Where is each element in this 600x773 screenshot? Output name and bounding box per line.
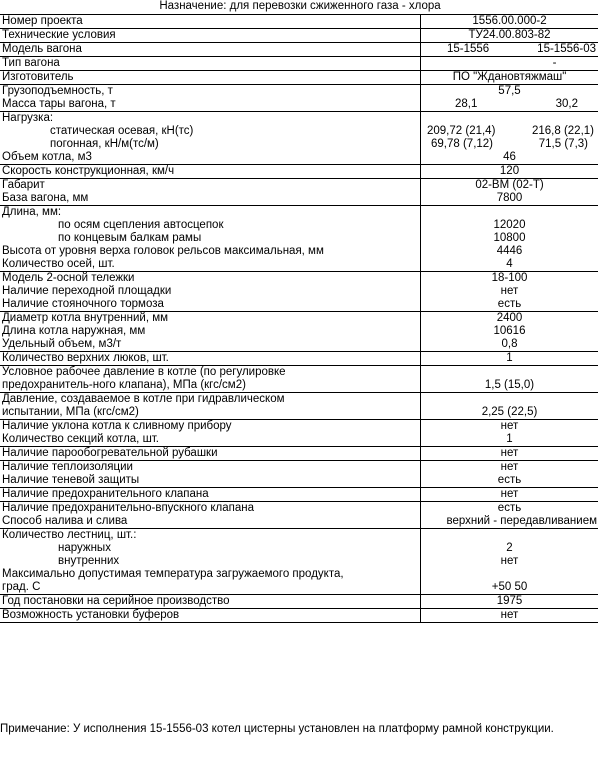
row-label: Грузоподъемность, т: [0, 85, 421, 99]
row-label: Количество секций котла, шт.: [0, 433, 421, 447]
value-model-a: 209,72 (21,4): [427, 125, 496, 137]
row-label: Наличие уклона котла к сливному прибору: [0, 420, 421, 434]
row-label: Наличие стояночного тормоза: [0, 298, 421, 312]
row-label: Изготовитель: [0, 71, 421, 85]
row-label: Длина котла наружная, мм: [0, 325, 421, 338]
row-value: есть: [497, 298, 522, 310]
table-row: [0, 138, 598, 151]
row-label: Давление, создаваемое в котле при гидравлическом испытании, МПа (кгс/см2): [0, 393, 421, 420]
row-label: Номер проекта: [0, 15, 421, 29]
row-label: Диаметр котла внутренний, мм: [0, 312, 421, 326]
row-value: 10800: [493, 232, 526, 244]
table-row: [0, 474, 598, 488]
table-row: [0, 151, 598, 165]
table-row: [0, 57, 598, 71]
value-model-a: 15-1556: [447, 43, 490, 55]
row-value: 46: [503, 151, 516, 163]
row-label: Нагрузка:: [0, 112, 421, 126]
row-value: нет: [500, 285, 519, 297]
table-row: [0, 206, 598, 220]
value-model-a: 69,78 (7,12): [431, 138, 494, 150]
row-value: 1: [506, 433, 513, 445]
row-value: нет: [421, 447, 599, 461]
row-label: Тип вагона: [0, 57, 421, 71]
row-label: Год постановки на серийное производство: [0, 595, 421, 609]
table-row: [0, 85, 598, 99]
table-row: [0, 393, 598, 420]
row-value: 120: [421, 165, 599, 179]
row-label: База вагона, мм: [0, 192, 421, 206]
row-label: статическая осевая, кН(тс): [0, 125, 421, 138]
row-value: 4446: [496, 245, 523, 257]
footnote: Примечание: У исполнения 15-1556-03 котел цистерны установлен на платформу рамной конструкции.: [0, 723, 554, 735]
table-row: [0, 488, 598, 502]
row-label: наружных: [0, 542, 421, 555]
table-row: [0, 502, 598, 516]
row-label: Максимально допустимая температура загружаемого продукта, град. С: [0, 568, 421, 595]
table-row: [0, 338, 598, 352]
table-row: [0, 433, 598, 447]
table-row: [0, 98, 598, 112]
row-label: Условное рабочее давление в котле (по регулировке предохранитель-ного клапана), МПа (кгс/см2): [0, 366, 421, 393]
row-value: верхний - передавливанием: [446, 515, 597, 527]
row-label: Скорость конструкционная, км/ч: [0, 165, 421, 179]
table-row: [0, 609, 598, 623]
table-row: [0, 352, 598, 366]
row-value: 0,8: [501, 338, 518, 350]
row-value: есть: [497, 474, 522, 486]
value-model-b: 71,5 (7,3): [538, 138, 588, 150]
row-label: Наличие теневой защиты: [0, 474, 421, 488]
row-value: 2,25 (22,5): [421, 393, 599, 420]
row-label: Возможность установки буферов: [0, 609, 421, 623]
value-model-a: 28,1: [455, 98, 478, 110]
row-label: Габарит: [0, 179, 421, 193]
row-label: по осям сцепления автосцепок: [0, 219, 421, 232]
table-row: [0, 325, 598, 338]
row-label: Высота от уровня верха головок рельсов максимальная, мм: [0, 245, 421, 258]
table-row: [0, 245, 598, 258]
row-value: нет: [421, 488, 599, 502]
row-value: -: [421, 57, 599, 71]
table-row: [0, 515, 598, 529]
row-value: 1975: [421, 595, 599, 609]
page-title: Назначение: для перевозки сжиженного газа - хлора: [159, 0, 441, 12]
row-label: Наличие парообогревательной рубашки: [0, 447, 421, 461]
row-value: 1556.00.000-2: [421, 15, 599, 29]
row-label: Модель 2-осной тележки: [0, 272, 421, 286]
spec-table: [0, 14, 598, 623]
table-row: [0, 420, 598, 434]
row-value: ПО "Ждановтяжмаш": [421, 71, 599, 85]
table-row: [0, 232, 598, 245]
value-model-b: 216,8 (22,1): [531, 125, 594, 137]
row-label: Модель вагона: [0, 43, 421, 57]
value-model-b: 30,2: [555, 98, 578, 110]
row-value: 1: [421, 352, 599, 366]
table-row: [0, 43, 598, 57]
row-label: Наличие переходной площадки: [0, 285, 421, 298]
row-label: погонная, кН/м(тс/м): [0, 138, 421, 151]
row-label: по концевым балкам рамы: [0, 232, 421, 245]
row-label: Количество лестниц, шт.:: [0, 529, 421, 543]
table-row: [0, 15, 598, 29]
row-value: 12020: [493, 219, 526, 231]
row-value: 57,5: [421, 85, 599, 99]
table-row: [0, 298, 598, 312]
table-row: [0, 29, 598, 43]
table-row: [0, 125, 598, 138]
row-label: Объем котла, м3: [0, 151, 421, 165]
row-value: 02-ВМ (02-Т): [421, 179, 599, 193]
table-row: [0, 461, 598, 475]
table-row: [0, 112, 598, 126]
table-row: [0, 366, 598, 393]
table-row: [0, 285, 598, 298]
row-value: +50 50: [491, 581, 528, 593]
row-value: 2: [506, 542, 513, 554]
row-label: внутренних: [0, 555, 421, 568]
table-row: [0, 165, 598, 179]
row-label: Наличие теплоизоляции: [0, 461, 421, 475]
table-row: [0, 258, 598, 272]
row-value: есть: [421, 502, 599, 516]
table-row: [0, 312, 598, 326]
row-value: 4: [506, 258, 513, 270]
row-value: ТУ24.00.803-82: [421, 29, 599, 43]
table-row: [0, 192, 598, 206]
table-row: [0, 568, 598, 595]
row-value: [421, 43, 599, 57]
row-label: Технические условия: [0, 29, 421, 43]
row-value: 10616: [493, 325, 526, 337]
row-value: 2400: [421, 312, 599, 326]
table-row: [0, 272, 598, 286]
row-value: нет: [421, 609, 599, 623]
row-value: нет: [421, 461, 599, 475]
table-row: [0, 219, 598, 232]
table-row: [0, 179, 598, 193]
row-label: Удельный объем, м3/т: [0, 338, 421, 352]
row-value: нет: [421, 420, 599, 434]
table-row: [0, 71, 598, 85]
row-label: Масса тары вагона, т: [0, 98, 421, 112]
row-value: [421, 138, 599, 151]
table-row: [0, 595, 598, 609]
row-label: Способ налива и слива: [0, 515, 421, 529]
row-label: Наличие предохранительно-впускного клапана: [0, 502, 421, 516]
row-value: [421, 98, 599, 112]
row-label: Наличие предохранительного клапана: [0, 488, 421, 502]
row-value: нет: [500, 555, 519, 567]
row-label: Длина, мм:: [0, 206, 421, 220]
table-row: [0, 447, 598, 461]
row-value: 18-100: [421, 272, 599, 286]
row-value: 1,5 (15,0): [421, 366, 599, 393]
table-row: [0, 529, 598, 543]
table-row: [0, 542, 598, 555]
value-model-b: 15-1556-03: [537, 43, 596, 55]
row-value: [421, 125, 599, 138]
row-label: Количество осей, шт.: [0, 258, 421, 272]
row-value: 7800: [496, 192, 523, 204]
row-label: Количество верхних люков, шт.: [0, 352, 421, 366]
table-row: [0, 555, 598, 568]
